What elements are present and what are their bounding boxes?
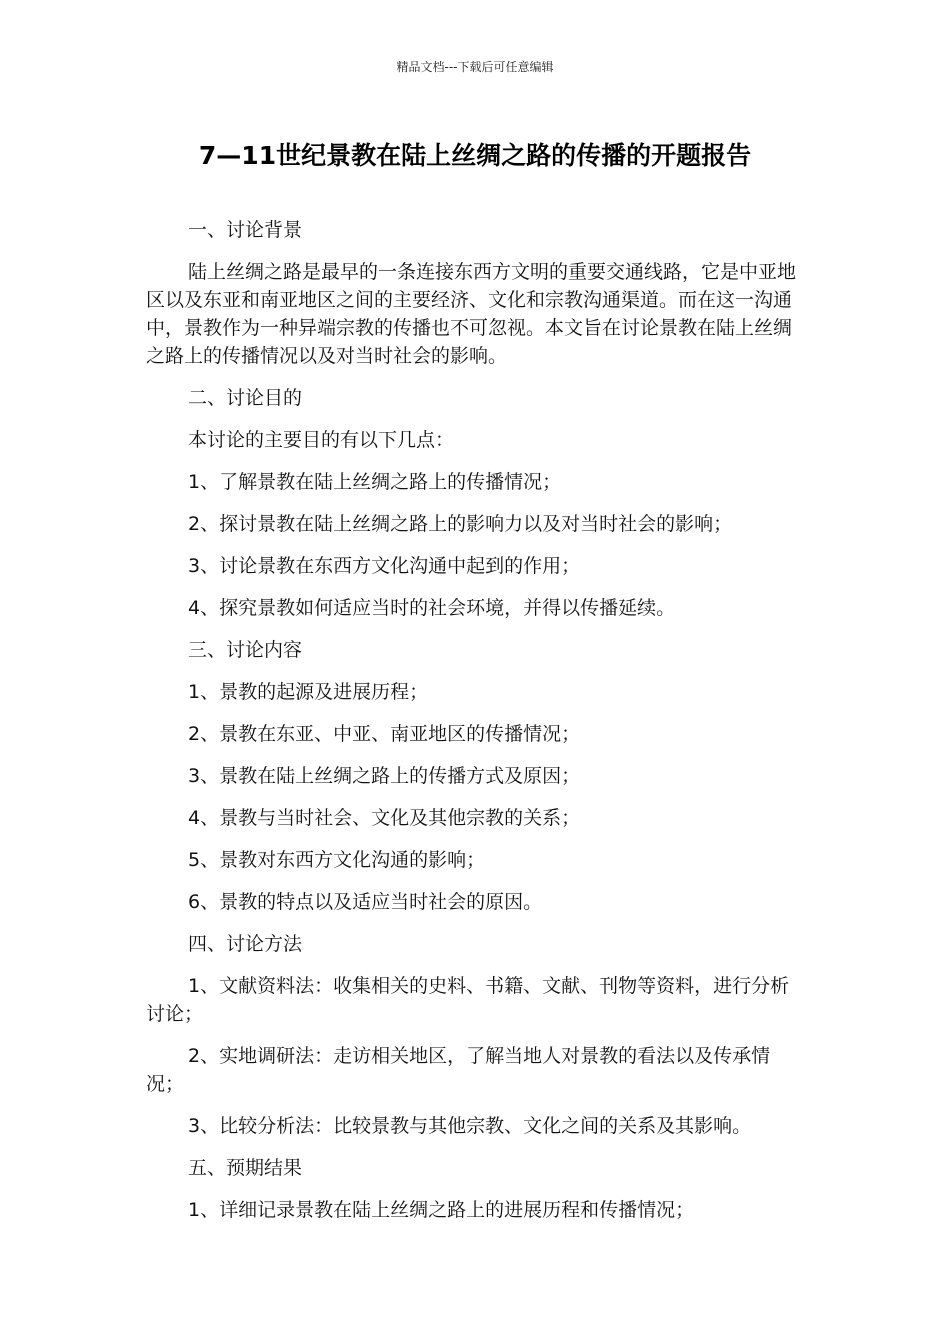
paragraph-purpose-intro: 本讨论的主要目的有以下几点： — [188, 429, 455, 451]
list-item-content-1: 1、景教的起源及进展历程； — [188, 681, 429, 703]
list-item-purpose-2: 2、探讨景教在陆上丝绸之路上的影响力以及对当时社会的影响； — [188, 513, 733, 535]
list-item-method-2: 2、实地调研法：走访相关地区，了解当地人对景教的看法以及传承情况； — [146, 1045, 771, 1095]
list-item-content-6: 6、景教的特点以及适应当时社会的原因。 — [188, 891, 543, 913]
list-item-purpose-4: 4、探究景教如何适应当时的社会环境，并得以传播延续。 — [188, 597, 676, 619]
list-item-content-2: 2、景教在东亚、中亚、南亚地区的传播情况； — [188, 723, 581, 745]
section-heading-content: 三、讨论内容 — [188, 639, 303, 661]
section-heading-method: 四、讨论方法 — [188, 933, 303, 955]
list-item-method-1: 1、文献资料法：收集相关的史料、书籍、文献、刊物等资料，进行分析讨论； — [146, 975, 790, 1025]
document-title: 7—11世纪景教在陆上丝绸之路的传播的开题报告 — [198, 141, 752, 170]
list-item-purpose-3: 3、讨论景教在东西方文化沟通中起到的作用； — [188, 555, 581, 577]
section-heading-results: 五、预期结果 — [188, 1157, 303, 1179]
document-body — [146, 216, 806, 1238]
section-heading-purpose: 二、讨论目的 — [188, 387, 303, 409]
section-heading-background: 一、讨论背景 — [188, 219, 303, 241]
paragraph-background: 陆上丝绸之路是最早的一条连接东西方文明的重要交通线路，它是中亚地区以及东亚和南亚地区之间的主要经济、文化和宗教沟通渠道。而在这一沟通中，景教作为一种异端宗教的传播也不可忽视。本文旨在讨论景教在陆上丝绸之路上的传播情况以及对当时社会的影响。 — [146, 261, 797, 367]
list-item-results-1: 1、详细记录景教在陆上丝绸之路上的进展历程和传播情况； — [188, 1199, 695, 1221]
list-item-method-3: 3、比较分析法：比较景教与其他宗教、文化之间的关系及其影响。 — [188, 1115, 752, 1137]
list-item-content-3: 3、景教在陆上丝绸之路上的传播方式及原因； — [188, 765, 581, 787]
list-item-content-4: 4、景教与当时社会、文化及其他宗教的关系； — [188, 807, 581, 829]
header-note: 精品文档---下载后可任意编辑 — [396, 60, 554, 74]
list-item-content-5: 5、景教对东西方文化沟通的影响； — [188, 849, 486, 871]
list-item-purpose-1: 1、了解景教在陆上丝绸之路上的传播情况； — [188, 471, 562, 493]
